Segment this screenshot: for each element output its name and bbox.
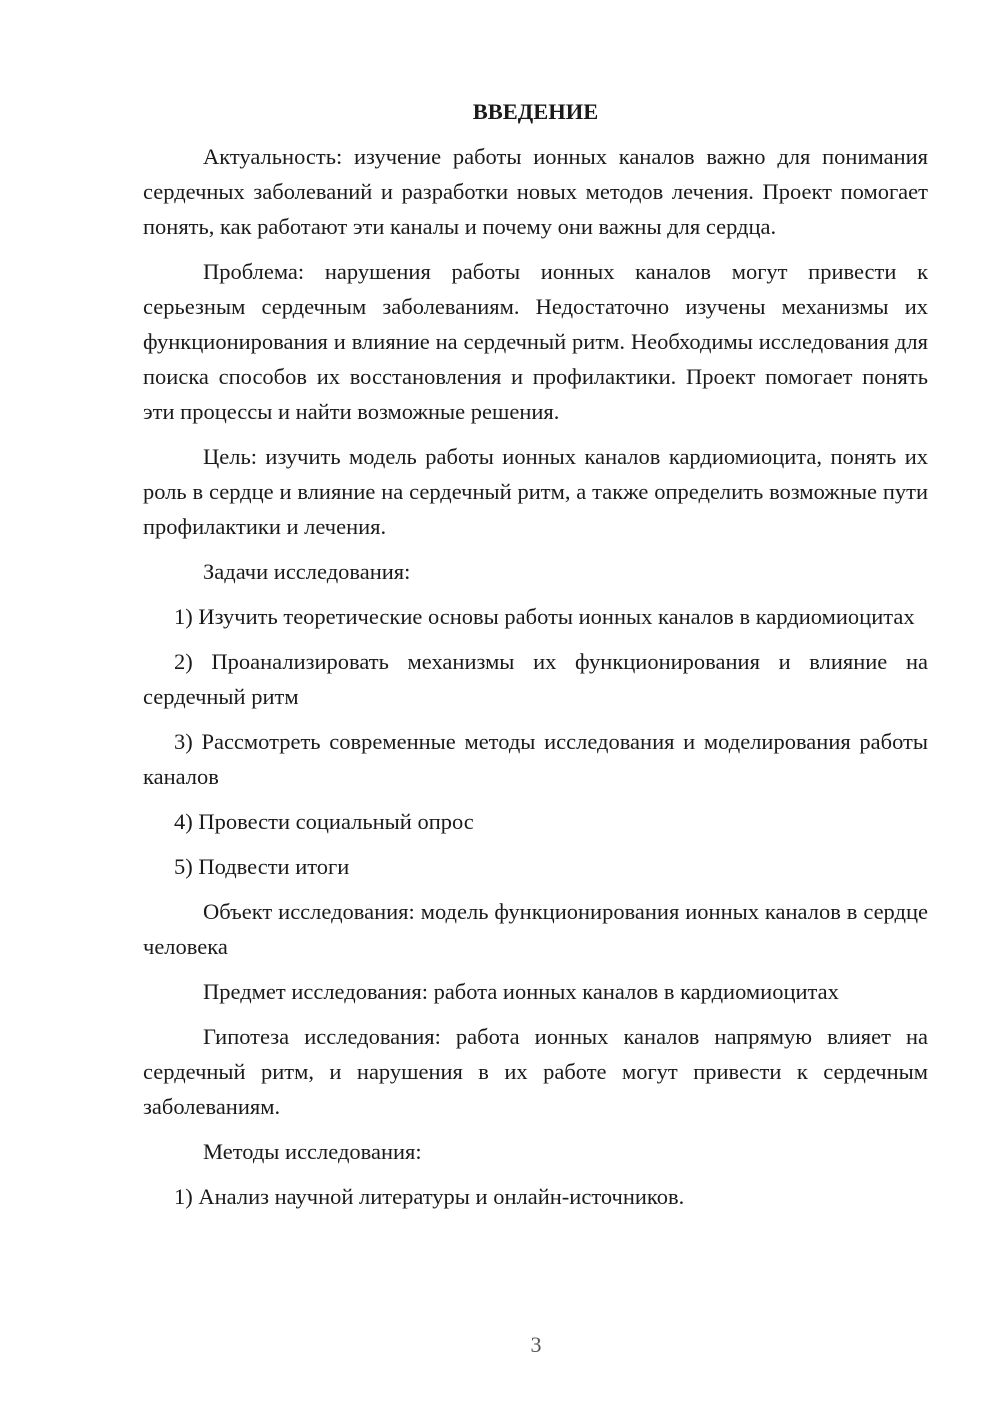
task-item-2: 2) Проанализировать механизмы их функционирования и влияние на сердечный ритм bbox=[143, 649, 928, 709]
page-content bbox=[143, 94, 928, 1224]
method-item-1: 1) Анализ научной литературы и онлайн-источников. bbox=[174, 1184, 685, 1209]
problem-paragraph: Проблема: нарушения работы ионных каналов могут привести к серьезным сердечным заболеваниям. Недостаточно изучены механизмы их функционирования и влияние на сердечный ритм. Необходимы исследования для поиска способов их восстановления и профилактики. Проект помогает понять эти процессы и найти возможные решения. bbox=[143, 259, 928, 424]
goal-paragraph: Цель: изучить модель работы ионных каналов кардиомиоцита, понять их роль в сердце и влияние на сердечный ритм, а также определить возможные пути профилактики и лечения. bbox=[143, 444, 928, 539]
tasks-heading: Задачи исследования: bbox=[203, 559, 411, 584]
page-number: 3 bbox=[530, 1332, 542, 1357]
task-item-3: 3) Рассмотреть современные методы исследования и моделирования работы каналов bbox=[143, 729, 928, 789]
subject-paragraph: Предмет исследования: работа ионных каналов в кардиомиоцитах bbox=[203, 979, 839, 1004]
relevance-paragraph: Актуальность: изучение работы ионных каналов важно для понимания сердечных заболеваний и разработки новых методов лечения. Проект помогает понять, как работают эти каналы и почему они важны для сердца. bbox=[143, 144, 928, 239]
section-title: ВВЕДЕНИЕ bbox=[472, 99, 599, 124]
methods-heading: Методы исследования: bbox=[203, 1139, 422, 1164]
task-item-4: 4) Провести социальный опрос bbox=[174, 809, 474, 834]
object-paragraph: Объект исследования: модель функционирования ионных каналов в сердце человека bbox=[143, 899, 928, 959]
task-item-5: 5) Подвести итоги bbox=[174, 854, 350, 879]
task-item-1: 1) Изучить теоретические основы работы ионных каналов в кардиомиоцитах bbox=[174, 604, 915, 629]
hypothesis-paragraph: Гипотеза исследования: работа ионных каналов напрямую влияет на сердечный ритм, и нарушения в их работе могут привести к сердечным заболеваниям. bbox=[143, 1024, 928, 1119]
